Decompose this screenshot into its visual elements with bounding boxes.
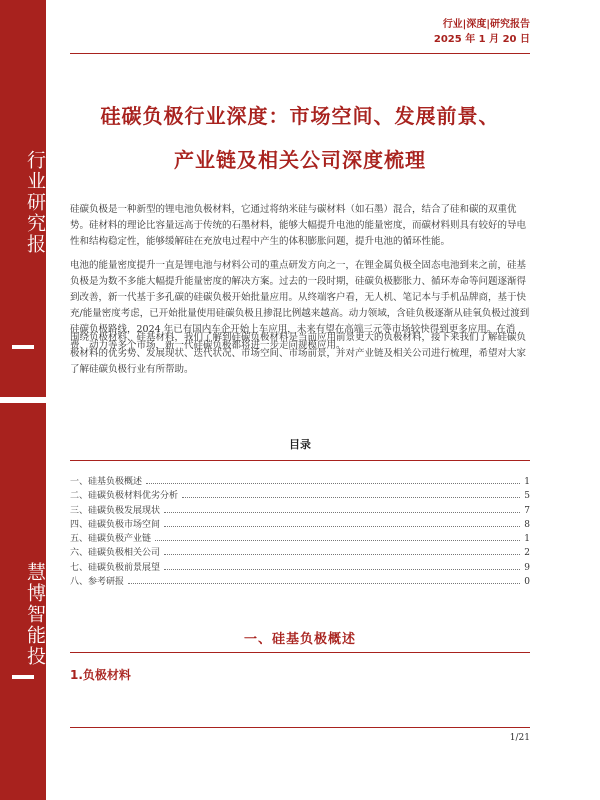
footer-divider: [70, 727, 530, 728]
report-header: [434, 17, 530, 47]
toc-entry[interactable]: [70, 531, 530, 545]
report-category: 行业|深度|研究报告: [442, 19, 530, 30]
toc-entry-page: 7: [524, 505, 530, 516]
toc-leader-dots: [164, 569, 520, 570]
toc-entry[interactable]: [70, 545, 530, 559]
toc-entry-page: 9: [524, 562, 530, 573]
toc-entry-label: 一、硅基负极概述: [70, 477, 143, 487]
toc-entry[interactable]: [70, 503, 530, 517]
report-title-line1: 硅碳负极行业深度：市场空间、发展前景、: [100, 104, 500, 128]
toc-leader-dots: [182, 497, 520, 498]
toc-entry[interactable]: [70, 517, 530, 531]
sidebar-bottom-text: 慧博智能投: [24, 562, 46, 667]
toc-entry-page: 5: [524, 491, 530, 502]
section-divider: [70, 652, 530, 653]
sidebar-top-bar: [12, 345, 34, 349]
report-date: 2025 年 1 月 20 日: [433, 34, 530, 45]
toc-title: 目录: [289, 438, 311, 451]
page-number: 1/21: [509, 733, 530, 743]
intro-paragraph-2: 电池的能量密度提升一直是锂电池与材料公司的重点研发方向之一，在锂金属负极全固态电池到来之前，硅基负极是为数不多能大幅提升能量密度的解决方案。过去的一段时期，硅碳负极膨胀力、循环寿命等问题逐渐得到改善，新一代基于多孔碳的硅碳负极开始批量应用。从终端客户看，无人机、笔记本与手机品牌商，基于快充/能量密度考虑，已开始批量使用硅碳负极且掺混比例越来越高。动力领域，含硅负极逐渐从硅氧负极过渡到硅碳负极路线，2024 年已有国内车企开始上车应用，未来有望在高端三元等市场较快得到更多应用。在消费、动力等多个市场，新一代硅碳负极都将进一步走向规模应用。: [70, 260, 530, 351]
toc-leader-dots: [164, 526, 520, 527]
report-title-line2: 产业链及相关公司深度梳理: [174, 148, 426, 172]
intro-paragraph-1: 硅碳负极是一种新型的锂电池负极材料，它通过将纳米硅与碳材料（如石墨）混合，结合了硅和碳的双重优势。硅材料的理论比容量远高于传统的石墨材料，能够大幅提升电池的能量密度，而碳材料则具有较好的导电性和结构稳定性，能够缓解硅在充放电过程中产生的体积膨胀问题，提升电池的循环性能。: [70, 204, 527, 247]
toc-entry-label: 七、硅碳负极前景展望: [70, 562, 161, 573]
toc-entry-page: 0: [524, 577, 530, 588]
toc-leader-dots: [146, 483, 520, 484]
toc-entry-label: 六、硅碳负极相关公司: [70, 548, 161, 559]
toc-entry-label: 八、参考研报: [70, 577, 125, 588]
toc-entry-page: 8: [524, 519, 530, 530]
toc-leader-dots: [164, 512, 520, 513]
toc-leader-dots: [155, 540, 520, 541]
header-divider: [70, 53, 530, 54]
sidebar-bottom-bar: [12, 675, 34, 679]
toc-entry[interactable]: [70, 488, 530, 502]
toc-entry-label: 三、硅碳负极发展现状: [70, 505, 161, 516]
toc-entry[interactable]: [70, 560, 530, 574]
sidebar-top-text: 行业研究报: [24, 150, 46, 255]
toc-entry-label: 五、硅碳负极产业链: [70, 534, 152, 545]
toc-entry-label: 二、硅碳负极材料优劣分析: [70, 491, 179, 502]
toc-entry-label: 四、硅碳负极市场空间: [70, 519, 161, 530]
table-of-contents: [70, 474, 530, 588]
toc-entry[interactable]: [70, 474, 530, 488]
toc-leader-dots: [164, 554, 520, 555]
toc-entry[interactable]: [70, 574, 530, 588]
sidebar-bottom-band: [0, 403, 46, 800]
sidebar-top-band: [0, 0, 46, 397]
toc-entry-page: 2: [524, 548, 530, 559]
toc-entry-page: 1: [524, 477, 530, 487]
toc-leader-dots: [128, 583, 520, 584]
intro-paragraph-3: 围绕负极材料、硅基材料，我们了解到硅碳负极材料是当前应用前景更大的负极材料，接下来我们了解硅碳负极材料的优劣势、发展现状、迭代状况、市场空间、市场前景，并对产业链及相关公司进行梳理，希望对大家了解硅碳负极行业有所帮助。: [70, 332, 527, 375]
subsection-heading: 1.负极材料: [70, 668, 131, 682]
section-heading: 一、硅基负极概述: [243, 632, 356, 647]
toc-entry-page: 1: [524, 534, 530, 545]
toc-divider: [70, 460, 530, 461]
